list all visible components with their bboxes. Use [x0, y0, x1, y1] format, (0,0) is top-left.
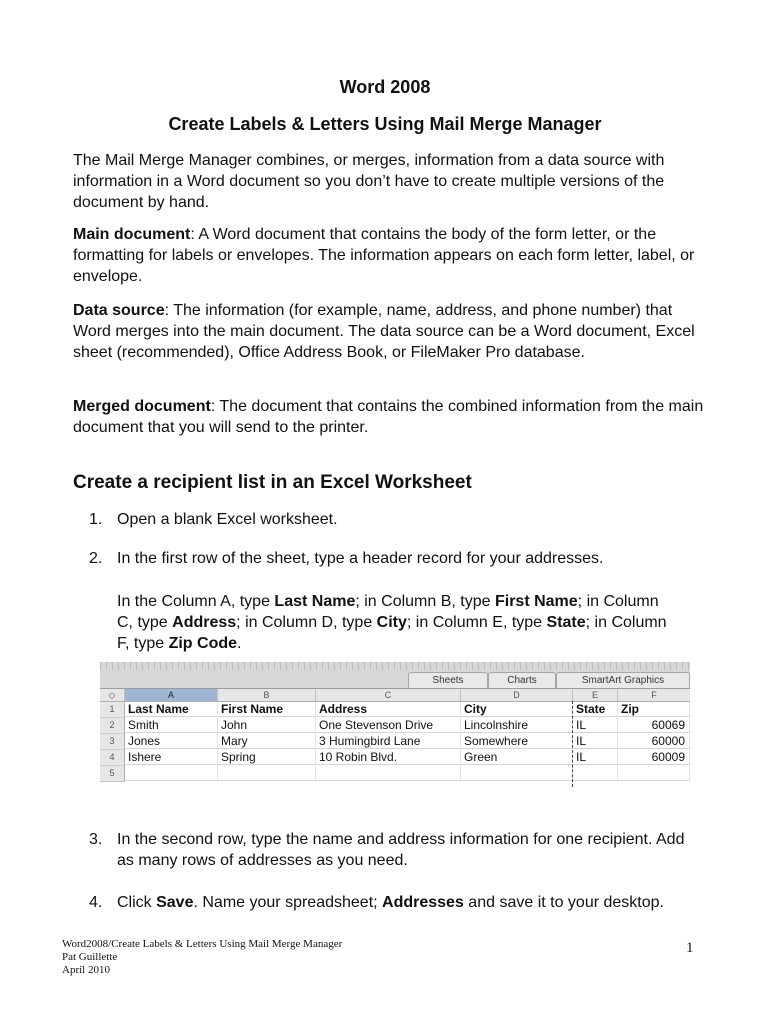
step-text-part: . Name your spreadsheet;: [193, 894, 383, 911]
step-bold: Save: [156, 894, 194, 911]
row-header-3[interactable]: 3: [100, 734, 125, 750]
cell-c2[interactable]: One Stevenson Drive: [316, 718, 461, 733]
detail-text: ; in Column B, type: [355, 593, 495, 610]
select-all-corner[interactable]: ◇: [100, 689, 125, 701]
step-number: 1.: [89, 511, 103, 528]
step-text-part: Click: [117, 894, 157, 911]
column-header-c[interactable]: C: [316, 689, 461, 701]
detail-bold: City: [376, 614, 407, 631]
definition-main-document: [73, 224, 713, 287]
step-4: [89, 892, 689, 913]
column-header-row: [100, 689, 690, 702]
step-text-part: and save it to your desktop.: [463, 894, 664, 911]
excel-ribbon: [100, 662, 690, 689]
tab-smartart-graphics[interactable]: SmartArt Graphics: [556, 672, 690, 688]
intro-paragraph: The Mail Merge Manager combines, or merges, information from a data source with information in a Word document so you don’t have to create multiple versions of the document by hand.: [73, 152, 665, 211]
step-1: [89, 509, 689, 530]
step-number: 3.: [89, 831, 103, 848]
cell-b2[interactable]: John: [218, 718, 316, 733]
detail-bold: Last Name: [274, 593, 356, 610]
column-header-d[interactable]: D: [461, 689, 573, 701]
cell-f2[interactable]: 60069: [618, 718, 690, 733]
step-2-detail: [117, 591, 677, 654]
cell-b5[interactable]: [218, 766, 316, 781]
cell-f4[interactable]: 60009: [618, 750, 690, 765]
detail-text: In the Column A, type: [117, 593, 275, 610]
tab-charts[interactable]: Charts: [488, 672, 556, 688]
cell-d1[interactable]: City: [461, 702, 573, 717]
cell-e5[interactable]: [573, 766, 618, 781]
cell-a4[interactable]: Ishere: [125, 750, 218, 765]
definition-term: Data source: [73, 302, 165, 319]
doc-title: Word 2008: [339, 77, 431, 97]
cell-f1[interactable]: Zip: [618, 702, 690, 717]
detail-bold: Zip Code: [168, 635, 238, 652]
step-bold: Addresses: [382, 894, 464, 911]
column-header-b[interactable]: B: [218, 689, 316, 701]
cell-c3[interactable]: 3 Humingbird Lane: [316, 734, 461, 749]
detail-bold: State: [546, 614, 586, 631]
ribbon-ruler: [100, 662, 690, 670]
detail-text: .: [237, 635, 242, 652]
page-break-line: [572, 701, 573, 787]
cell-b3[interactable]: Mary: [218, 734, 316, 749]
cell-b1[interactable]: First Name: [218, 702, 316, 717]
footer-date: April 2010: [62, 964, 110, 976]
definition-term: Main document: [73, 226, 191, 243]
step-text: In the first row of the sheet, type a header record for your addresses.: [117, 550, 604, 567]
detail-bold: First Name: [494, 593, 578, 610]
detail-text: ; in Column F, type: [117, 614, 667, 652]
definition-text: : The document that contains the combined information from the main document that you will send to the printer.: [73, 398, 704, 436]
section-heading: Create a recipient list in an Excel Worksheet: [73, 472, 472, 493]
cell-e1[interactable]: State: [573, 702, 618, 717]
cell-c5[interactable]: [316, 766, 461, 781]
cell-d5[interactable]: [461, 766, 573, 781]
footer-doc-path: Word2008/Create Labels & Letters Using Mail Merge Manager: [62, 938, 343, 950]
step-text: Open a blank Excel worksheet.: [117, 511, 338, 528]
step-2: [89, 548, 689, 569]
cell-f3[interactable]: 60000: [618, 734, 690, 749]
page-footer: [62, 938, 342, 977]
cell-a2[interactable]: Smith: [125, 718, 218, 733]
cell-d3[interactable]: Somewhere: [461, 734, 573, 749]
step-number: 4.: [89, 894, 103, 911]
row-header-5[interactable]: 5: [100, 766, 125, 782]
column-header-a[interactable]: A: [125, 689, 218, 701]
cell-b4[interactable]: Spring: [218, 750, 316, 765]
cell-a5[interactable]: [125, 766, 218, 781]
detail-bold: Address: [172, 614, 237, 631]
cell-a3[interactable]: Jones: [125, 734, 218, 749]
step-text: In the second row, type the name and address information for one recipient. Add as many rows of addresses as you need.: [117, 831, 685, 869]
cell-c4[interactable]: 10 Robin Blvd.: [316, 750, 461, 765]
detail-text: ; in Column E, type: [406, 614, 547, 631]
column-header-f[interactable]: F: [618, 689, 690, 701]
excel-screenshot: [100, 662, 690, 787]
definition-text: : A Word document that contains the body of the form letter, or the formatting for labels or envelopes. The information appears on each form letter, label, or envelope.: [73, 226, 695, 285]
detail-text: ; in Column C, type: [117, 593, 659, 631]
row-header-2[interactable]: 2: [100, 718, 125, 734]
definition-term: Merged document: [73, 398, 211, 415]
cell-a1[interactable]: Last Name: [125, 702, 218, 717]
column-header-e[interactable]: E: [573, 689, 618, 701]
definition-data-source: [73, 300, 713, 363]
cell-e4[interactable]: IL: [573, 750, 618, 765]
cell-d2[interactable]: Lincolnshire: [461, 718, 573, 733]
definition-merged-document: [73, 396, 713, 438]
cell-c1[interactable]: Address: [316, 702, 461, 717]
definition-text: : The information (for example, name, address, and phone number) that Word merges into the main document. The data source can be a Word document, Excel sheet (recommended), Office Address Book, or FileMaker Pro database.: [73, 302, 695, 361]
step-text: [117, 892, 689, 913]
cell-e3[interactable]: IL: [573, 734, 618, 749]
doc-subtitle: Create Labels & Letters Using Mail Merge Manager: [168, 114, 602, 134]
row-header-1[interactable]: 1: [100, 702, 125, 718]
detail-text: ; in Column D, type: [236, 614, 377, 631]
cell-d4[interactable]: Green: [461, 750, 573, 765]
cell-e2[interactable]: IL: [573, 718, 618, 733]
cell-f5[interactable]: [618, 766, 690, 781]
footer-author: Pat Guillette: [62, 951, 118, 963]
row-header-4[interactable]: 4: [100, 750, 125, 766]
step-3: [89, 829, 689, 871]
tab-sheets[interactable]: Sheets: [408, 672, 488, 688]
step-number: 2.: [89, 550, 103, 567]
page-number: 1: [686, 940, 694, 956]
